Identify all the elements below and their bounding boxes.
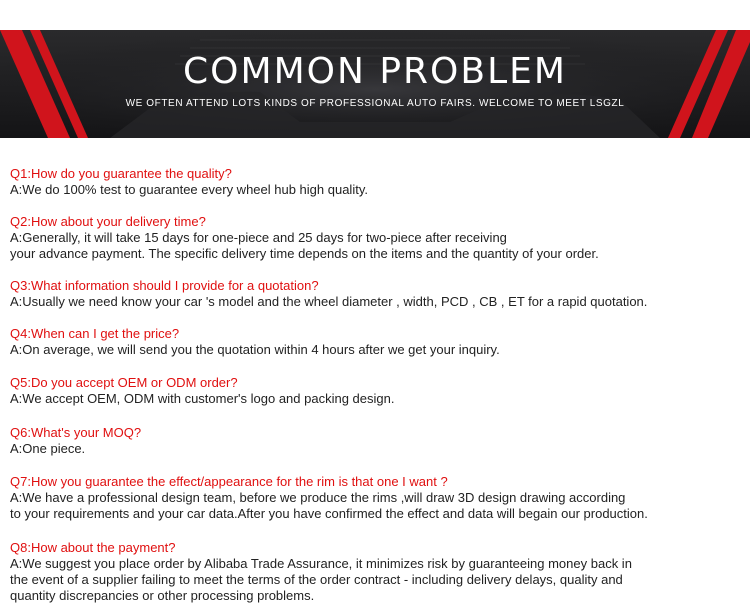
faq-item-q7 xyxy=(10,474,745,522)
faq-question: Q6:What's your MOQ? xyxy=(10,425,142,440)
faq-item-q4 xyxy=(10,326,745,358)
header-banner xyxy=(0,30,750,138)
faq-answer: A:We do 100% test to guarantee every wheel hub high quality. xyxy=(10,182,368,197)
faq-answer: A:Generally, it will take 15 days for one-piece and 25 days for two-piece after receiving xyxy=(10,230,507,245)
faq-item-q5 xyxy=(10,375,745,407)
faq-question: Q2:How about your delivery time? xyxy=(10,214,206,229)
faq-item-q8 xyxy=(10,540,745,604)
faq-question: Q5:Do you accept OEM or ODM order? xyxy=(10,375,238,390)
faq-question: Q7:How you guarantee the effect/appearance for the rim is that one I want ? xyxy=(10,474,448,489)
faq-item-q3 xyxy=(10,278,745,310)
faq-answer: A:We have a professional design team, before we produce the rims ,will draw 3D design drawing according xyxy=(10,490,626,505)
faq-answer: A:We suggest you place order by Alibaba Trade Assurance, it minimizes risk by guaranteeing money back in xyxy=(10,556,632,571)
faq-answer: your advance payment. The specific delivery time depends on the items and the quantity of your order. xyxy=(10,246,599,261)
banner-title: COMMON PROBLEM xyxy=(183,51,567,92)
faq-answer: A:Usually we need know your car 's model and the wheel diameter , width, PCD , CB , ET for a rapid quotation. xyxy=(10,294,648,309)
faq-question: Q4:When can I get the price? xyxy=(10,326,180,341)
faq-question: Q8:How about the payment? xyxy=(10,540,176,555)
faq-answer: quantity discrepancies or other processing problems. xyxy=(10,588,315,603)
faq-item-q6 xyxy=(10,425,745,457)
faq-answer: the event of a supplier failing to meet the terms of the order contract - including delivery delays, quality and xyxy=(10,572,623,587)
faq-item-q2 xyxy=(10,214,745,262)
faq-question: Q1:How do you guarantee the quality? xyxy=(10,166,232,181)
banner-subtitle: WE OFTEN ATTEND LOTS KINDS OF PROFESSIONAL AUTO FAIRS. WELCOME TO MEET LSGZL xyxy=(125,98,625,109)
faq-answer: to your requirements and your car data.After you have confirmed the effect and data will begain our production. xyxy=(10,506,648,521)
faq-answer: A:On average, we will send you the quotation within 4 hours after we get your inquiry. xyxy=(10,342,500,357)
faq-question: Q3:What information should I provide for a quotation? xyxy=(10,278,319,293)
faq-answer: A:One piece. xyxy=(10,441,86,456)
faq-item-q1 xyxy=(10,166,745,198)
faq-answer: A:We accept OEM, ODM with customer's logo and packing design. xyxy=(10,391,395,406)
